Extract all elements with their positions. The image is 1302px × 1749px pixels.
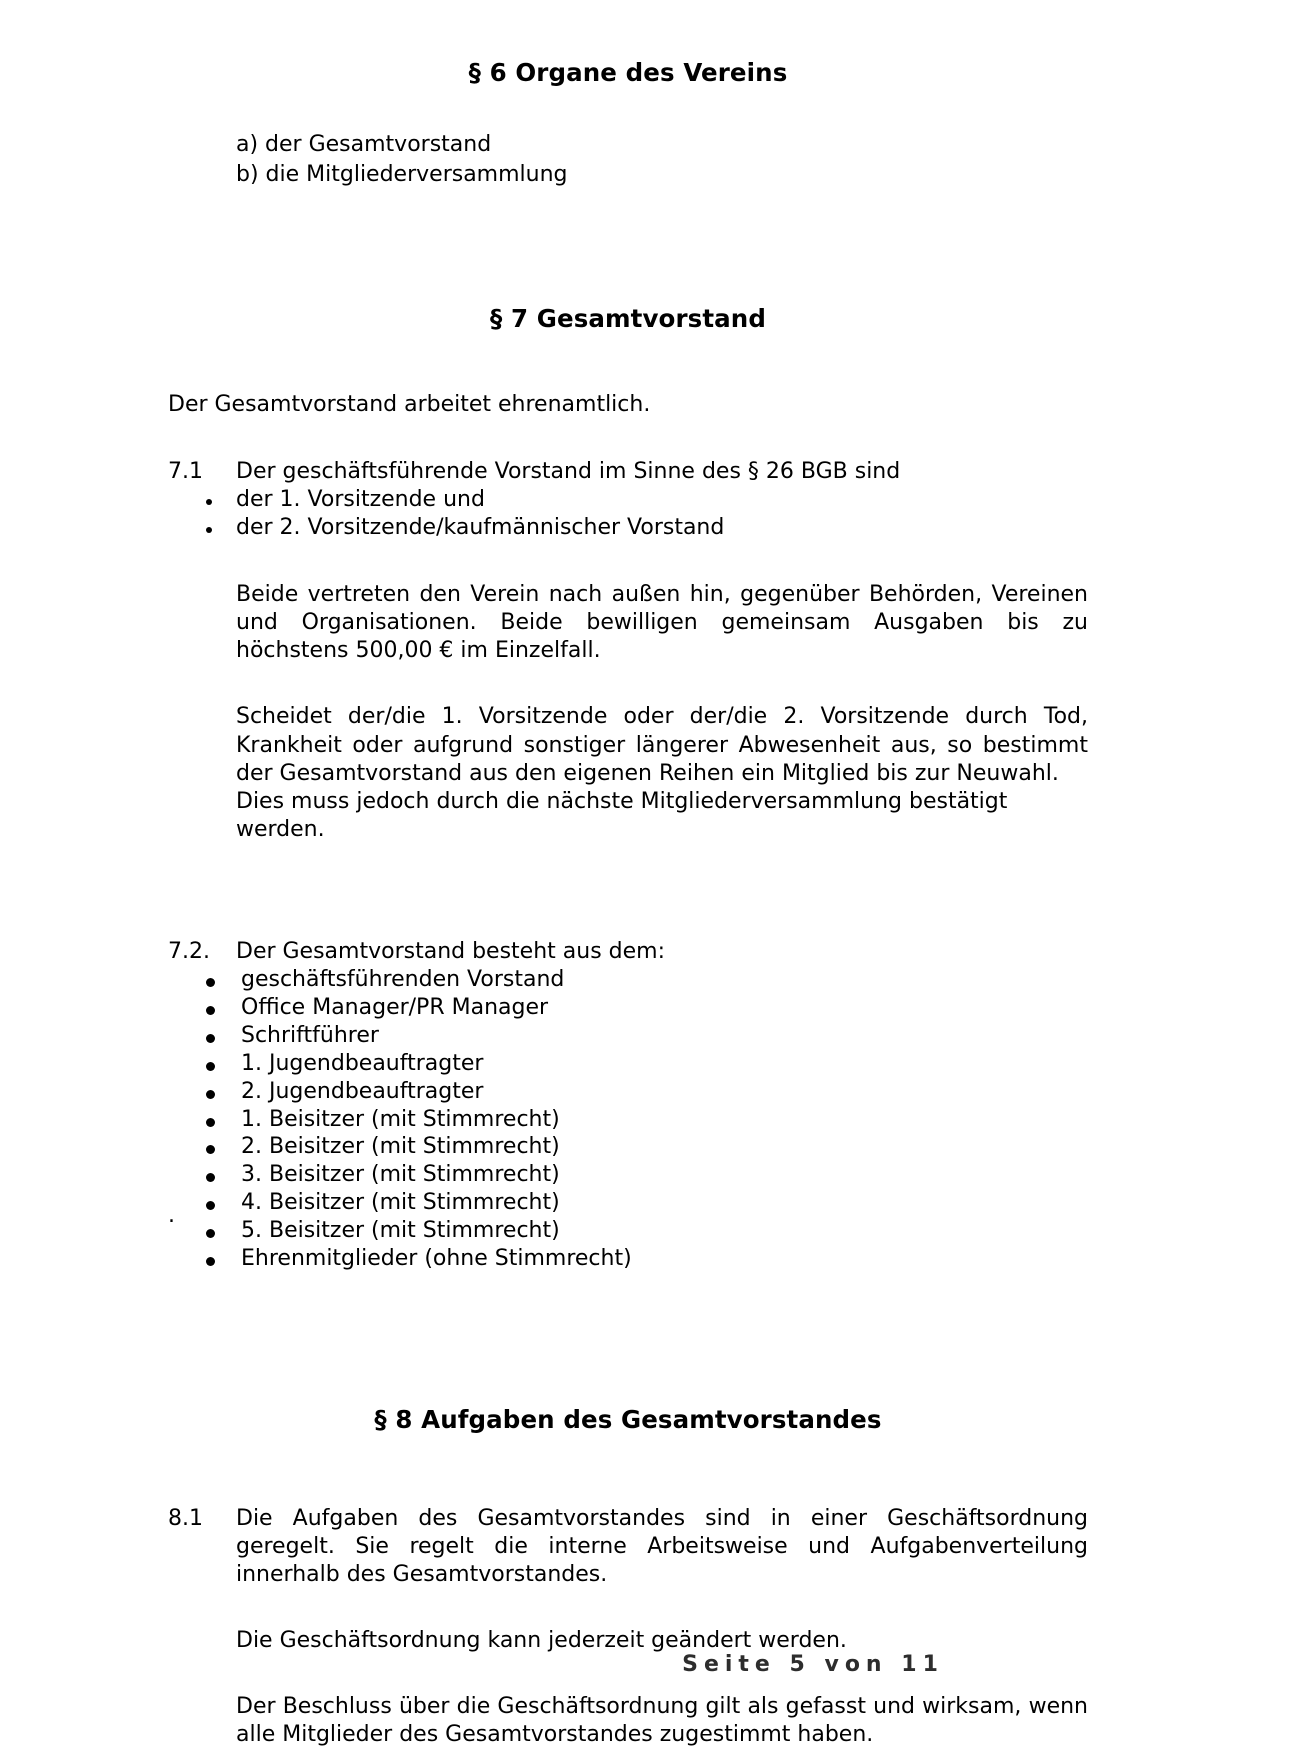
bullet-icon xyxy=(206,1006,215,1015)
clause-8-1-paragraph-3: Der Beschluss über die Geschäftsordnung gilt als gefasst und wirksam, wenn alle Mitglieder des Gesamtvorstandes zugestimmt haben. xyxy=(236,1694,1088,1748)
section-6-heading: § 6 Organe des Vereins xyxy=(468,58,788,88)
list-item xyxy=(168,994,1088,1022)
list-item-label: der 2. Vorsitzende/kaufmännischer Vorstand xyxy=(236,515,725,541)
clause-lead-text: Der geschäftsführende Vorstand im Sinne des § 26 BGB sind xyxy=(236,458,901,484)
list-item xyxy=(168,1161,1088,1189)
bullet-icon xyxy=(206,978,215,987)
list-item-label: Ehrenmitglieder (ohne Stimmrecht) xyxy=(241,1245,632,1271)
clause-lead-text: Der Gesamtvorstand besteht aus dem: xyxy=(236,939,665,965)
spacer xyxy=(168,1589,1088,1627)
clause-7-2-bullets xyxy=(168,966,1088,1272)
clause-7-1-paragraph-1-row xyxy=(168,581,1088,665)
clause-8-1-paragraph-2-row xyxy=(168,1627,1088,1655)
clause-7-1-paragraph-1: Beide vertreten den Verein nach außen hin, gegenüber Behörden, Vereinen und Organisationen. Beide bewilligen gemeinsam Ausgaben bis zu höchstens 500,00 € im Einzelfall. xyxy=(236,581,1088,664)
list-item-label: 2. Beisitzer (mit Stimmrecht) xyxy=(241,1134,560,1160)
list-item xyxy=(168,966,1088,994)
section-7-intro: Der Gesamtvorstand arbeitet ehrenamtlich. xyxy=(168,392,651,418)
spacer xyxy=(168,665,1088,703)
list-item xyxy=(168,1245,1088,1273)
clause-7-1-paragraph-3-row xyxy=(168,788,1088,844)
list-item-label: geschäftsführenden Vorstand xyxy=(241,967,565,993)
bullet-icon xyxy=(206,1062,215,1071)
list-item-label: 3. Beisitzer (mit Stimmrecht) xyxy=(241,1162,560,1188)
section-6-list xyxy=(168,130,1088,189)
bullet-icon xyxy=(206,1201,215,1210)
list-item-label: 1. Jugendbeauftragter xyxy=(241,1050,484,1076)
bullet-icon xyxy=(206,527,212,533)
top-spacer xyxy=(168,0,1088,38)
clause-7-1 xyxy=(168,458,1088,486)
section-8-heading: § 8 Aufgaben des Gesamtvorstandes xyxy=(374,1404,882,1434)
list-item xyxy=(168,1106,1088,1134)
list-item: b) die Mitgliederversammlung xyxy=(236,161,568,187)
spacer xyxy=(168,543,1088,581)
spacer xyxy=(168,353,1088,391)
list-item xyxy=(168,514,1088,543)
spacer xyxy=(168,189,1088,245)
bullet-icon xyxy=(206,1145,215,1154)
bullet-icon xyxy=(206,1034,215,1043)
clause-number: 8.1 xyxy=(168,1505,203,1531)
list-item xyxy=(168,486,1088,515)
list-item-label: Schriftführer xyxy=(241,1023,379,1049)
bullet-icon xyxy=(206,499,212,505)
clause-8-1-paragraph-1: Die Aufgaben des Gesamtvorstandes sind in einer Geschäftsordnung geregelt. Sie regelt die interne Arbeitsweise und Aufgabenverteilung innerhalb des Gesamtvorstandes. xyxy=(236,1505,1088,1587)
bullet-icon xyxy=(206,1173,215,1182)
list-item xyxy=(168,1133,1088,1161)
list-item-label: 2. Jugendbeauftragter xyxy=(241,1078,484,1104)
clause-7-2 xyxy=(168,938,1088,966)
list-item xyxy=(168,1078,1088,1106)
list-item: a) der Gesamtvorstand xyxy=(236,132,492,158)
clause-number: 7.2. xyxy=(168,939,210,965)
clause-8-1 xyxy=(168,1505,1088,1589)
clause-7-1-paragraph-3: Dies muss jedoch durch die nächste Mitgliederversammlung bestätigt werden. xyxy=(236,788,1008,843)
clause-number: 7.1 xyxy=(168,458,203,484)
list-item xyxy=(168,1217,1088,1245)
list-item-label: 5. Beisitzer (mit Stimmrecht) xyxy=(241,1217,560,1243)
spacer xyxy=(168,900,1088,938)
bullet-icon xyxy=(206,1090,215,1099)
clause-8-1-paragraph-2: Die Geschäftsordnung kann jederzeit geändert werden. xyxy=(236,1628,847,1653)
list-item-label: der 1. Vorsitzende und xyxy=(236,486,485,512)
list-item xyxy=(168,1050,1088,1078)
bullet-icon xyxy=(206,1257,215,1266)
clause-7-1-paragraph-2: Scheidet der/die 1. Vorsitzende oder der/die 2. Vorsitzende durch Tod, Krankheit oder aufgrund sonstiger längerer Abwesenheit aus, so bestimmt der Gesamtvorstand aus den eigenen Reihen ein Mitglied bis zur Neuwahl. xyxy=(236,704,1088,786)
list-item xyxy=(168,1189,1088,1217)
bullet-icon xyxy=(206,1229,215,1238)
page-number-text: Seite 5 von 11 xyxy=(682,1652,944,1677)
spacer xyxy=(168,245,1088,283)
page-content xyxy=(168,0,1088,1749)
spacer xyxy=(168,1493,1088,1505)
clause-7-1-paragraph-2-row xyxy=(168,703,1088,787)
spacer xyxy=(168,420,1088,458)
list-item-label: Office Manager/PR Manager xyxy=(241,995,549,1021)
page-footer xyxy=(0,1652,1302,1677)
spacer xyxy=(168,1272,1088,1328)
clause-8-1-paragraph-3-row xyxy=(168,1693,1088,1749)
bullet-icon xyxy=(206,1118,215,1127)
list-item xyxy=(168,1022,1088,1050)
clause-7-1-bullets xyxy=(168,486,1088,543)
spacer xyxy=(168,844,1088,900)
list-item-label: 4. Beisitzer (mit Stimmrecht) xyxy=(241,1190,560,1215)
list-item-label: 1. Beisitzer (mit Stimmrecht) xyxy=(241,1106,560,1132)
spacer xyxy=(168,1455,1088,1493)
spacer xyxy=(168,1328,1088,1384)
section-7-heading: § 7 Gesamtvorstand xyxy=(490,303,766,333)
spacer xyxy=(168,108,1088,130)
stray-period-mark: . xyxy=(168,1203,175,1228)
